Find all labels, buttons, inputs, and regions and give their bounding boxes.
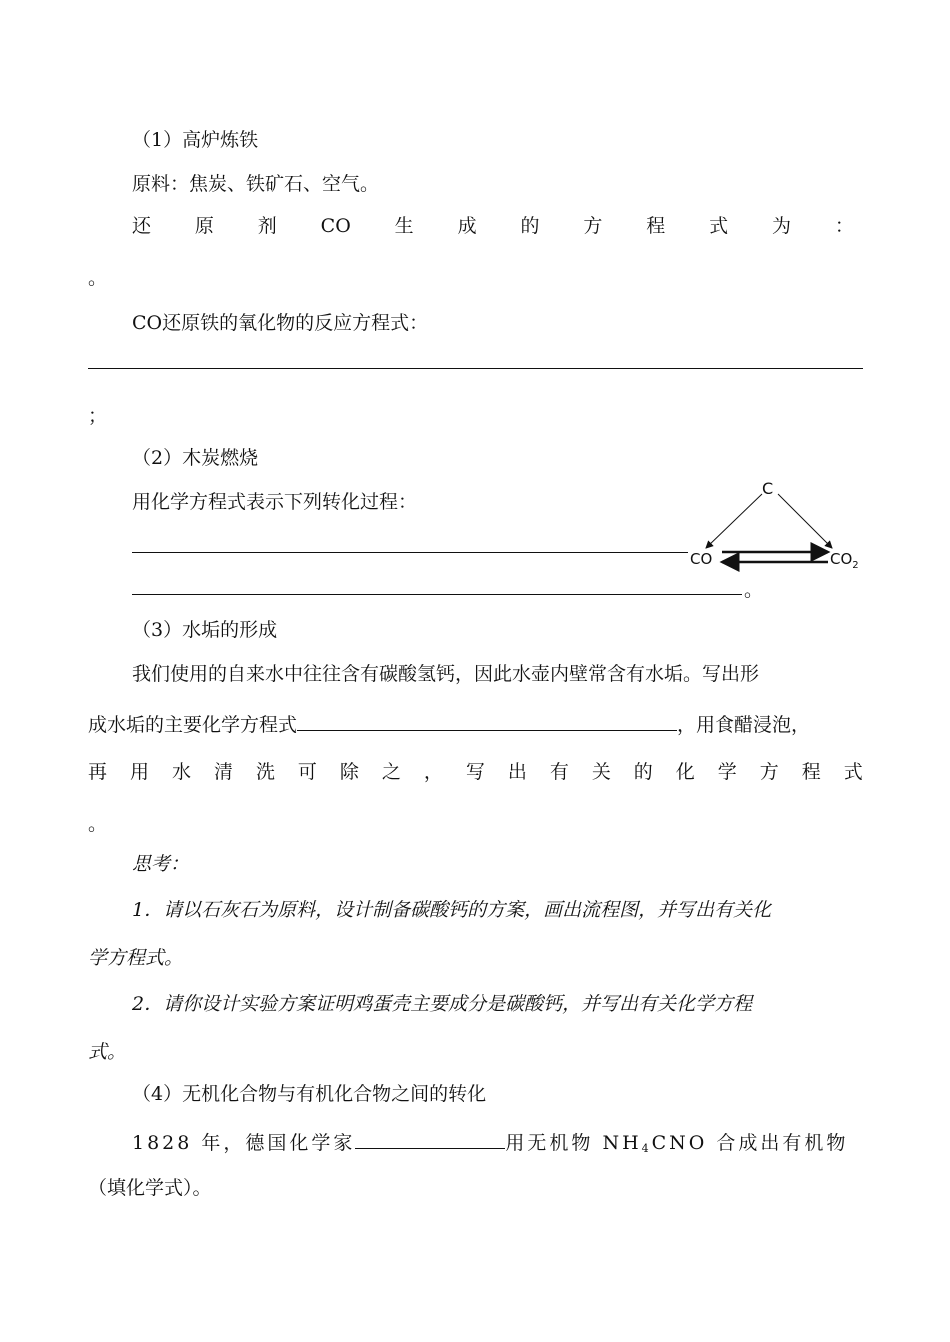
co-equation-char: 成 [457,215,477,237]
section4-line1-c: CNO 合成出有机物 [651,1132,849,1154]
think-q2-line1: 2．请你设计实验方案证明鸡蛋壳主要成分是碳酸钙，并写出有关化学方程 [132,993,753,1015]
co-equation-char: 式 [709,215,729,237]
section3-line3-char: 之 [381,761,401,783]
co-equation-char: 还 [132,215,152,237]
section3-line3-char: 有 [549,761,569,783]
diagram-node-c: C [762,479,774,498]
section3-line3-char: 出 [507,761,527,783]
co-equation-char: 剂 [257,215,277,237]
think-title: 思考： [132,853,190,875]
section3-line3-char: 方 [759,761,779,783]
section4-line1-a: 1828 年，德国化学家 [132,1132,356,1154]
co-equation-char: 方 [583,215,603,237]
section3-line3-char: 再 [88,761,108,783]
carbon-conversion-diagram [680,470,880,580]
section3-line3-char: 洗 [255,761,275,783]
diagram-node-co: CO [690,550,713,568]
co-equation-char: 程 [646,215,666,237]
chemist-name-blank[interactable] [355,1128,505,1149]
think-q1-line1: 1．请以石灰石为原料，设计制备碳酸钙的方案，画出流程图，并写出有关化 [132,899,772,921]
section3-line3-char: 程 [801,761,821,783]
section3-line2 [88,710,810,737]
think-q1-line2: 学方程式。 [88,947,184,969]
section3-line3-char: 的 [633,761,653,783]
section3-line2-b: ，用食醋浸泡， [677,714,811,736]
section3-line3-char: 化 [675,761,695,783]
section4-line2: （填化学式）。 [88,1177,212,1199]
co-equation-char: CO [320,215,351,237]
section3-end: 。 [88,813,108,835]
section3-line3-char: ， [423,761,443,783]
section4-line1-b: 用无机物 NH [505,1132,642,1154]
section2-prompt: 用化学方程式表示下列转化过程： [132,491,418,513]
scale-equation-blank[interactable] [297,710,677,731]
conversion-answer-line-1[interactable] [132,552,688,553]
section3-line2-a: 成水垢的主要化学方程式 [88,714,298,736]
arrow-c-to-co2 [778,494,832,548]
section4-line1-sub: 4 [641,1142,652,1155]
diagram-node-co2: $CO_2$ [830,550,859,571]
section3-line3-char: 学 [717,761,737,783]
think-q2-line2: 式。 [88,1041,127,1063]
co-equation-char: 生 [394,215,414,237]
reduce-answer-line[interactable] [88,368,863,369]
section3-line3-char: 式 [843,761,863,783]
section2-heading: （2）木炭燃烧 [132,447,259,469]
section4-line1 [132,1128,848,1161]
co-equation-char: 的 [520,215,540,237]
section3-line3 [88,760,863,784]
co-equation-char: 原 [194,215,214,237]
section3-line3-char: 水 [171,761,191,783]
section2-end: 。 [744,579,764,601]
section3-heading: （3）水垢的形成 [132,619,278,641]
co-equation-prompt [132,214,854,238]
arrow-c-to-co [706,494,762,548]
section3-line3-char: 除 [339,761,359,783]
section3-line3-char: 关 [591,761,611,783]
conversion-answer-line-2[interactable] [132,594,742,595]
reduce-prompt: CO还原铁的氧化物的反应方程式： [132,312,429,334]
section3-line3-char: 清 [213,761,233,783]
reduce-end: ； [88,405,108,427]
section4-heading: （4）无机化合物与有机化合物之间的转化 [132,1083,487,1105]
section3-line3-char: 用 [129,761,149,783]
co-equation-char: 为 [772,215,792,237]
section3-line3-char: 写 [465,761,485,783]
section1-materials: 原料：焦炭、铁矿石、空气。 [132,173,380,195]
section3-line1: 我们使用的自来水中往往含有碳酸氢钙，因此水壶内壁常含有水垢。写出形 [132,663,760,685]
co-equation-char: ： [834,215,854,237]
section3-line3-char: 可 [297,761,317,783]
co-equation-end: 。 [88,267,108,289]
section1-heading: （1）高炉炼铁 [132,129,259,151]
